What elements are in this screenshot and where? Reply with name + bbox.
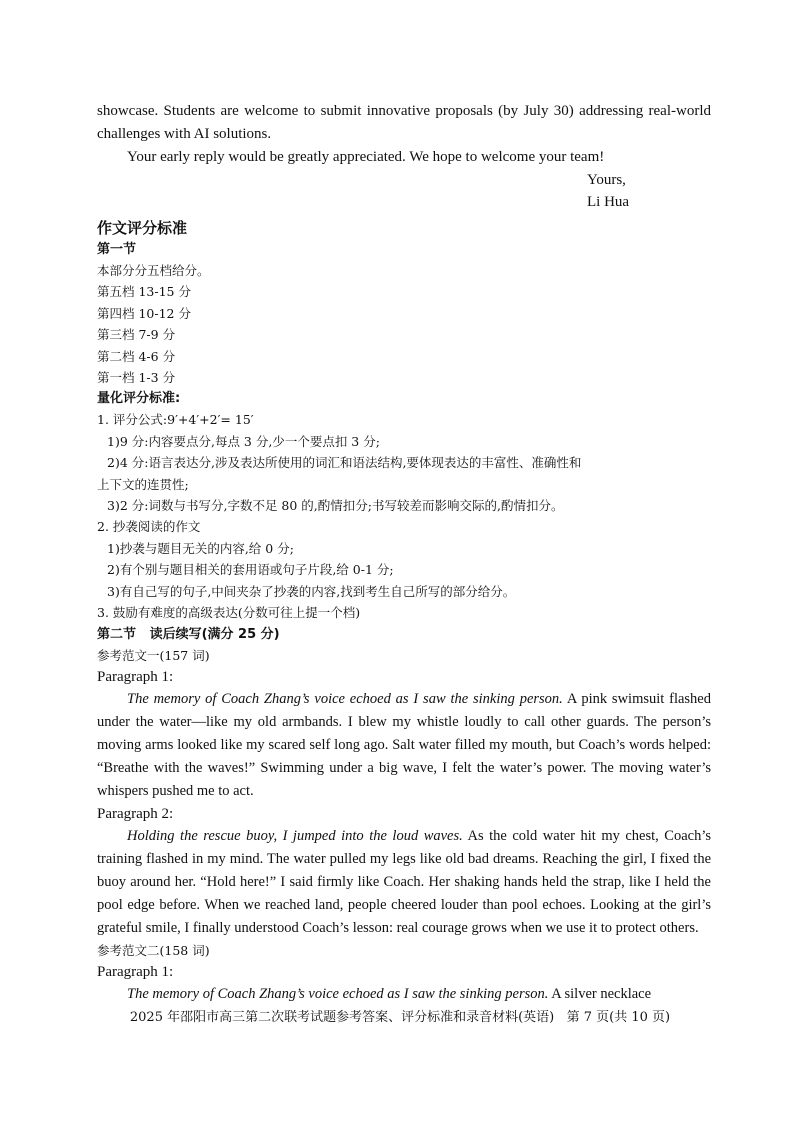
score-level: 第五档 13-15 分 [97,284,191,300]
section2-heading: 第二节 读后续写(满分 25 分) [97,626,280,642]
lead-sentence: The memory of Coach Zhang’s voice echoed as I saw the sinking person. [127,690,563,707]
score-level: 第四档 10-12 分 [97,305,191,321]
lead-sentence: Holding the rescue buoy, I jumped into the loud waves. [127,827,463,844]
section-heading: 第一节 [97,242,137,257]
sample-paragraph [97,688,711,803]
sample-paragraph [97,983,711,1006]
document-page [97,100,711,1006]
formula-line: 1. 评分公式:9′+4′+2′= 15′ [97,412,254,428]
score-level: 第一档 1-3 分 [97,370,176,386]
score-level: 第二档 4-6 分 [97,348,176,364]
paragraph-label: Paragraph 2: [97,805,174,822]
letter-text-line: showcase. Students are welcome to submit innovative proposals (by July 30) addressing real-world challenges with AI solutions. [97,103,711,142]
letter-text-line: Your early reply would be greatly appreciated. We hope to welcome your team! [127,149,605,165]
formula-item: 2)4 分:语言表达分,涉及表达所使用的词汇和语法结构,要体现表达的丰富性、准确性和 [107,455,582,471]
formula-item-continued: 上下文的连贯性; [97,476,189,492]
plagiarism-item: 3)有自己写的句子,中间夹杂了抄袭的内容,找到考生自己所写的部分给分。 [107,583,516,599]
formula-item: 3)2 分:词数与书写分,字数不足 80 的,酌情扣分;书写较差而影响交际的,酌情扣分。 [107,498,564,514]
rubric-title: 作文评分标准 [97,219,188,237]
sample-title: 参考范文一(157 词) [97,647,210,663]
sample-title: 参考范文二(158 词) [97,942,210,958]
paragraph-label: Paragraph 1: [97,964,174,981]
plagiarism-item: 1)抄袭与题目无关的内容,给 0 分; [107,540,294,556]
plagiarism-item: 2)有个别与题目相关的套用语或句子片段,给 0-1 分; [107,562,394,578]
quant-heading: 量化评分标准: [97,391,181,407]
score-level: 第三档 7-9 分 [97,327,176,343]
formula-item: 1)9 分:内容要点分,每点 3 分,少一个要点扣 3 分; [107,433,380,449]
encourage-line: 3. 鼓励有难度的高级表达(分数可往上提一个档) [97,605,361,621]
page-footer: 2025 年邵阳市高三第二次联考试题参考答案、评分标准和录音材料(英语) 第 7 页(共 10 页) [129,1010,671,1025]
paragraph-label: Paragraph 1: [97,668,174,685]
paragraph-body: A silver necklace [548,986,652,1003]
letter-signature: Li Hua [587,194,630,210]
paragraph-body: A pink swimsuit flashed under the water—like my old armbands. I blew my whistle loudly to call other guards. The person’s moving arms looked like my scared self long ago. Salt water filled my mouth, but Coach’s words helped: “Breathe with the waves!” Swimming under a big wave, I felt the water’s power. The moving water’s whispers pushed me to act. [97,690,711,799]
plagiarism-heading: 2. 抄袭阅读的作文 [97,519,201,535]
sample-paragraph [97,825,711,940]
letter-closing: Yours, [587,172,626,188]
rubric-intro: 本部分分五档给分。 [97,263,210,278]
lead-sentence: The memory of Coach Zhang’s voice echoed as I saw the sinking person. [127,986,549,1003]
paragraph-body: As the cold water hit my chest, Coach’s training flashed in my mind. The water pulled my legs like old bad dreams. Reaching the girl, I fixed the buoy around her. “Hold here!” I said firmly like Coach. Her shaking hands held the strap, like I held the pool edge before. When we reached land, people cheered louder than pool echoes. Looking at the girl’s grateful smile, I finally understood Coach’s lesson: real courage grows when we use it to protect others. [97,827,711,936]
